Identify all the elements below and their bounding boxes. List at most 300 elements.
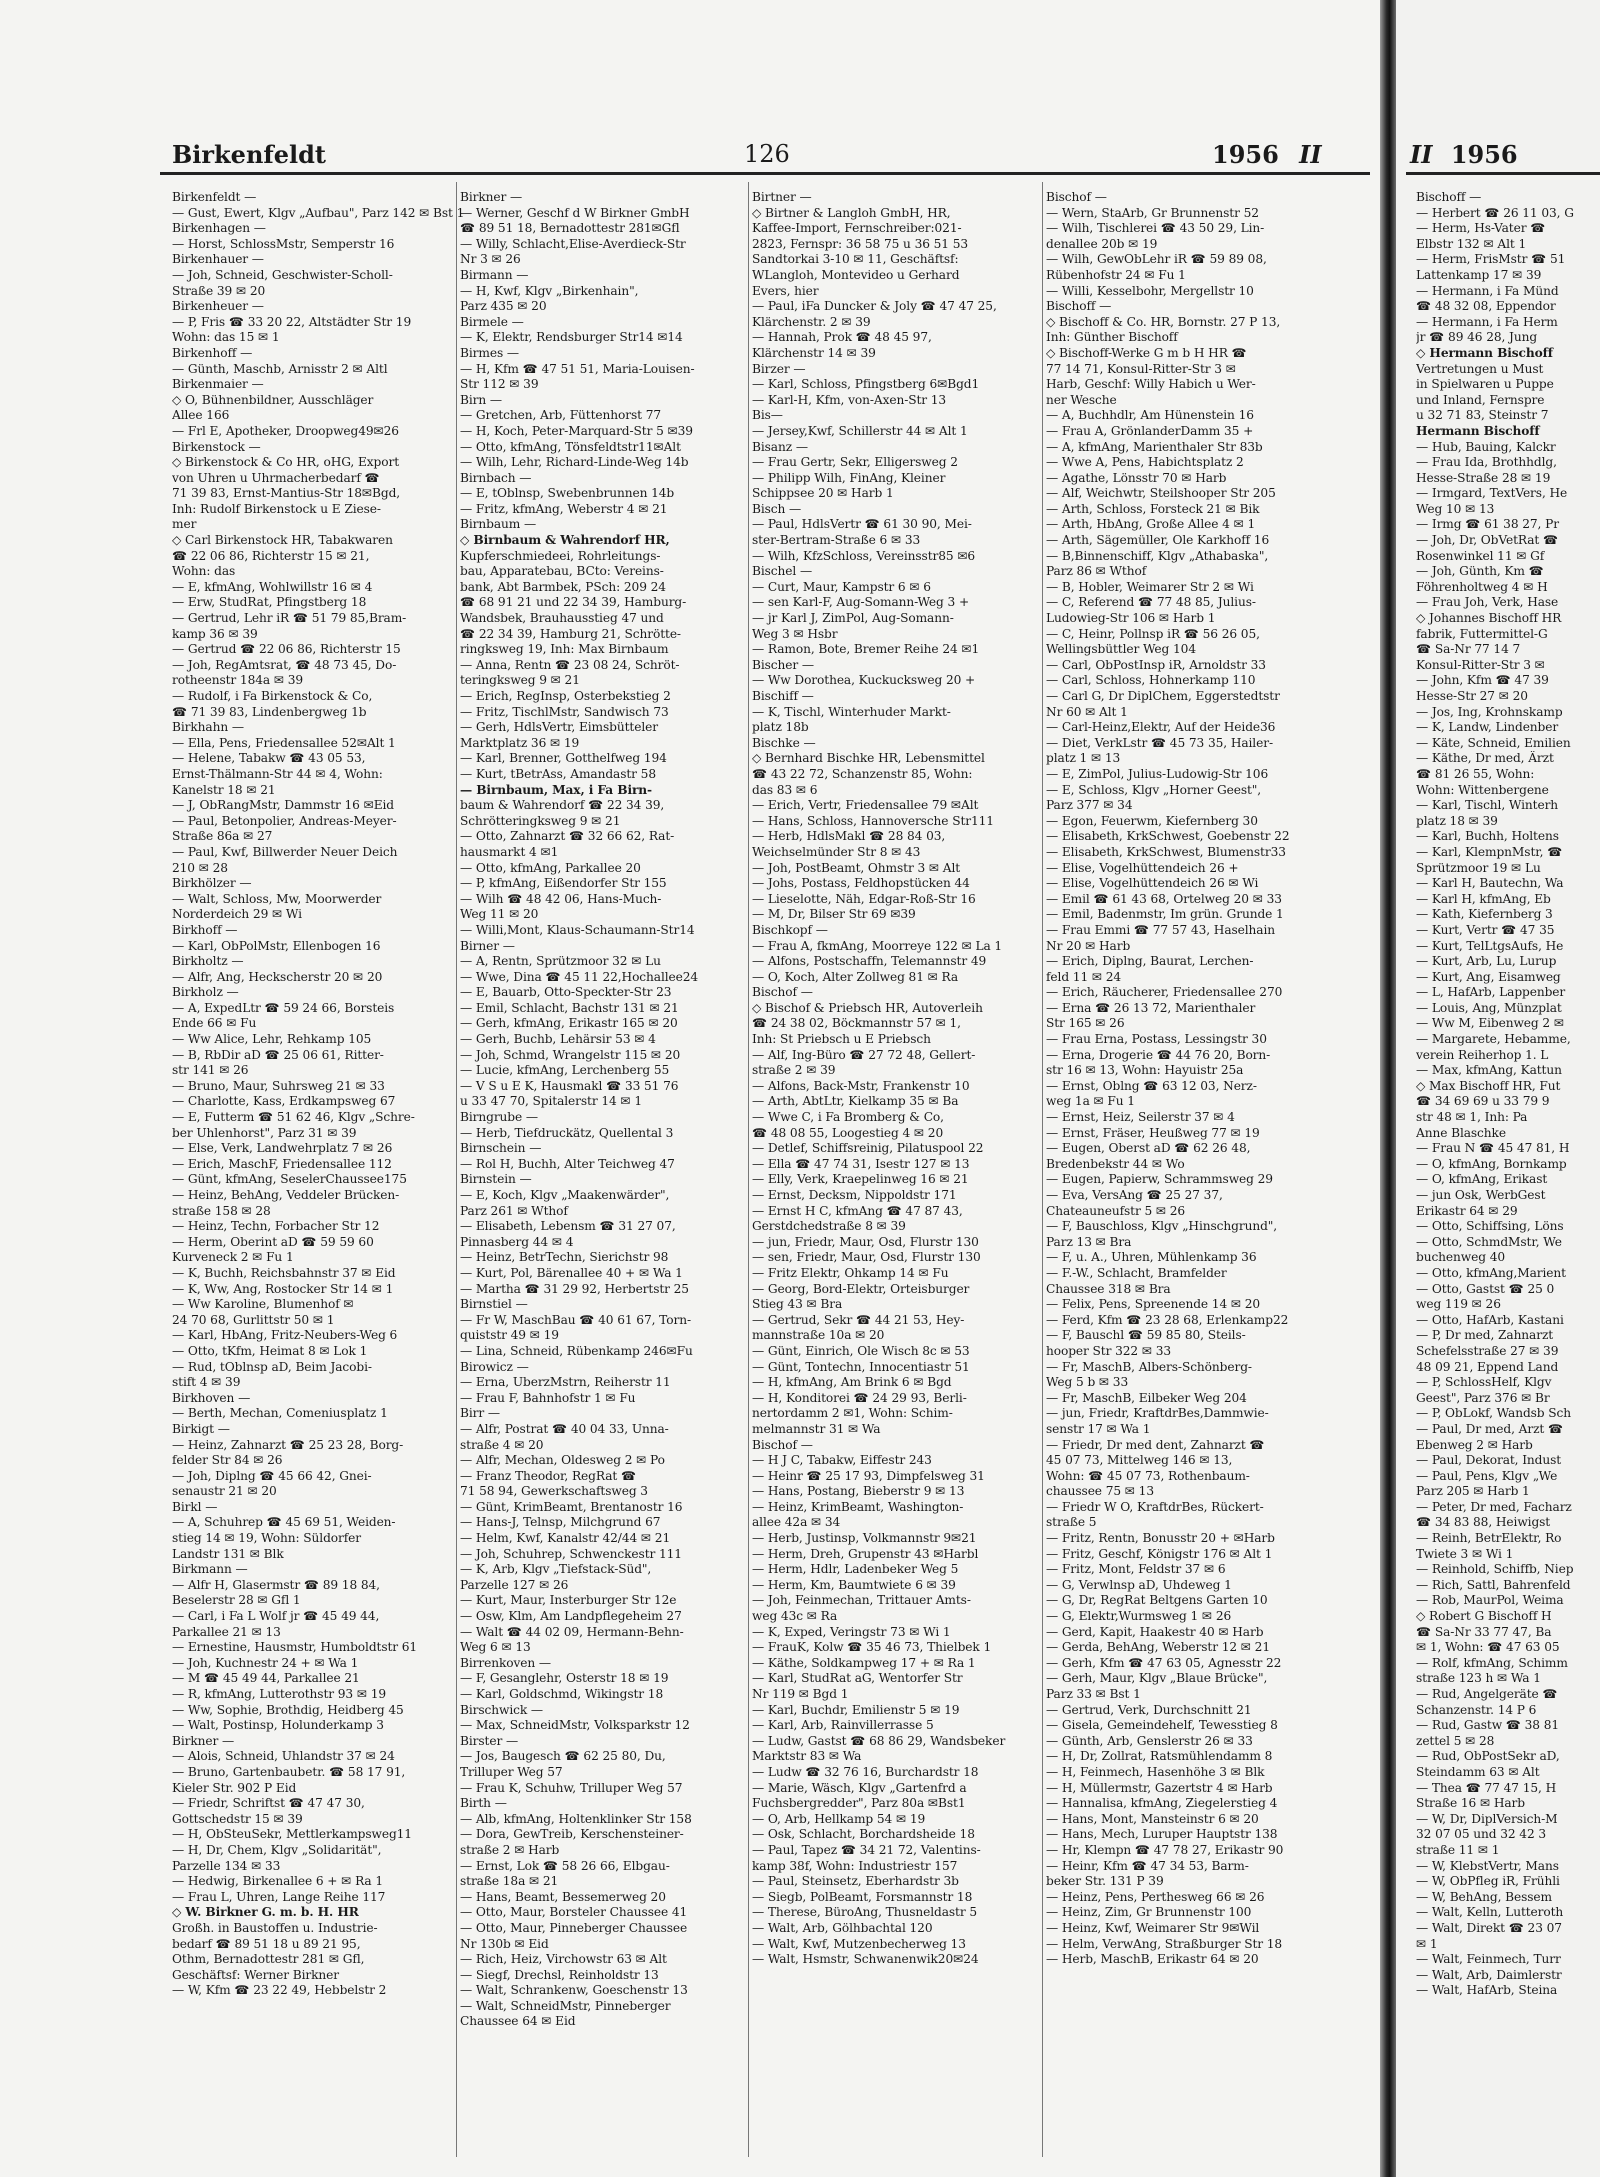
directory-entry-line: — Alfr, Ang, Heckscherstr 20 ✉ 20: [172, 969, 383, 984]
directory-entry-line: — A, ExpedLtr ☎ 59 24 66, Borsteis: [172, 1000, 395, 1015]
directory-entry-line: — Arth, HbAng, Große Allee 4 ✉ 1: [1046, 517, 1256, 532]
directory-entry-line: — Birnbaum, Max, i Fa Birn-: [460, 782, 653, 797]
directory-entry-line: denallee 20b ✉ 19: [1046, 236, 1158, 251]
directory-entry-line: — Karl, Schloss, Pfingstberg 6✉Bgd1: [752, 377, 980, 392]
firm-entry-line: ◇ Johannes Bischoff HR: [1416, 611, 1562, 626]
directory-entry-line: — E, Bauarb, Otto-Speckter-Str 23: [460, 985, 672, 1000]
directory-entry-line: — Arth, AbtLtr, Kielkamp 35 ✉ Ba: [752, 1094, 959, 1109]
directory-entry-line: straße 4 ✉ 20: [460, 1437, 544, 1452]
directory-entry-line: kamp 38f, Wohn: Industriestr 157: [752, 1858, 958, 1873]
directory-entry-line: — Kath, Kiefernberg 3: [1416, 907, 1553, 922]
directory-column-3: [752, 190, 1046, 2150]
directory-entry-line: Kaffee-Import, Fernschreiber:021-: [752, 221, 962, 236]
directory-entry-line: straße 158 ✉ 28: [172, 1203, 271, 1218]
directory-entry-line: — jun Osk, WerbGest: [1416, 1188, 1546, 1202]
header-rule: [1406, 172, 1600, 175]
directory-entry-line: — Kurt, Arb, Lu, Lurup: [1416, 954, 1557, 969]
directory-entry-line: — Gerh, HdlsVertr, Eimsbütteler: [460, 720, 658, 735]
directory-entry-line: — Paul, Tapez ☎ 34 21 72, Valentins-: [752, 1842, 981, 1857]
directory-entry-line: ☎ Sa-Nr 33 77 47, Ba: [1416, 1624, 1552, 1639]
directory-entry-line: — O, kfmAng, Bornkamp: [1416, 1156, 1567, 1171]
surname-heading: Birkholtz —: [172, 954, 244, 969]
directory-entry-line: — Ernst, Decksm, Nippoldstr 171: [752, 1188, 957, 1202]
directory-entry-line: Wohn: Wittenbergene: [1416, 782, 1549, 797]
directory-entry-line: Vertretungen u Must: [1416, 361, 1544, 376]
directory-entry-line: — Wwe, Dina ☎ 45 11 22,Hochallee24: [460, 969, 699, 984]
directory-entry-line: — Walt ☎ 44 02 09, Hermann-Behn-: [460, 1624, 684, 1639]
directory-entry-line: — Rich, Heiz, Virchowstr 63 ✉ Alt: [460, 1952, 667, 1967]
directory-entry-line: — Gerh, Maur, Klgv „Blaue Brücke",: [1046, 1671, 1268, 1686]
directory-entry-line: von Uhren u Uhrmacherbedarf ☎: [172, 470, 380, 485]
directory-entry-line: 45 07 73, Mittelweg 146 ✉ 13,: [1046, 1453, 1233, 1468]
directory-entry-line: — Marie, Wäsch, Klgv „Gartenfrd a: [752, 1780, 967, 1795]
directory-entry-line: Evers, hier: [752, 283, 819, 298]
directory-entry-line: — Carl, i Fa L Wolf jr ☎ 45 49 44,: [172, 1609, 380, 1624]
directory-entry-line: — Gerh, Kfm ☎ 47 63 05, Agnesstr 22: [1046, 1655, 1282, 1670]
directory-entry-line: Inh: Rudolf Birkenstock u E Ziese-: [172, 501, 381, 516]
directory-column-2: [460, 190, 754, 2150]
directory-entry-line: — Gertrud, Verk, Durchschnitt 21: [1046, 1702, 1252, 1717]
directory-entry-line: — Elisabeth, KrkSchwest, Blumenstr33: [1046, 844, 1286, 859]
directory-entry-line: — Walt, Kelln, Lutteroth: [1416, 1905, 1564, 1920]
directory-entry-line: — Detlef, Schiffsreinig, Pilatuspool 22: [752, 1141, 984, 1156]
directory-entry-line: — Siegb, PolBeamt, Forsmannstr 18: [752, 1889, 973, 1904]
book-gutter: [1380, 0, 1396, 2177]
directory-entry-line: — Joh, Günth, Km ☎: [1416, 564, 1544, 579]
directory-entry-line: — Margarete, Hebamme,: [1416, 1032, 1571, 1047]
directory-entry-line: — Gerh, Buchb, Lehärsir 53 ✉ 4: [460, 1032, 656, 1047]
directory-entry-line: — Jos, Ing, Krohnskamp: [1416, 704, 1563, 719]
directory-entry-line: ☎ 89 51 18, Bernadottestr 281✉Gfl: [460, 221, 680, 236]
directory-entry-line: — Gerda, BehAng, Weberstr 12 ✉ 21: [1046, 1640, 1270, 1655]
directory-entry-line: — Heinz, Zim, Gr Brunnenstr 100: [1046, 1905, 1252, 1920]
directory-entry-line: — Fritz, kfmAng, Weberstr 4 ✉ 21: [460, 501, 668, 516]
directory-entry-line: — F, Gesanglehr, Osterstr 18 ✉ 19: [460, 1671, 669, 1686]
directory-entry-line: Weg 10 ✉ 13: [1416, 501, 1495, 516]
directory-entry-line: — Elisabeth, KrkSchwest, Goebenstr 22: [1046, 829, 1290, 844]
surname-heading: Birnstein —: [460, 1172, 532, 1187]
directory-entry-line: — Ludw, Gastst ☎ 68 86 29, Wandsbeker: [752, 1733, 1006, 1748]
directory-entry-line: Allee 166: [172, 408, 230, 423]
directory-entry-line: 71 58 94, Gewerkschaftsweg 3: [460, 1484, 648, 1499]
year: 1956: [1212, 140, 1279, 169]
directory-entry-line: — W, KlebstVertr, Mans: [1416, 1858, 1559, 1873]
surname-heading: Birnbach —: [460, 470, 532, 485]
directory-entry-line: — Gerd, Kapit, Haakestr 40 ✉ Harb: [1046, 1624, 1264, 1639]
firm-entry-line: ◇ Bischoff-Werke G m b H HR ☎: [1046, 345, 1247, 360]
directory-entry-line: — H, ObSteuSekr, Mettlerkampsweg11: [172, 1827, 412, 1842]
directory-entry-line: Lattenkamp 17 ✉ 39: [1416, 267, 1542, 282]
directory-entry-line: 210 ✉ 28: [172, 860, 228, 875]
directory-entry-line: bank, Abt Barmbek, PSch: 209 24: [460, 579, 666, 594]
surname-heading: Birmele —: [460, 314, 524, 329]
directory-entry-line: — Joh, Kuchnestr 24 + ✉ Wa 1: [172, 1655, 359, 1670]
directory-entry-line: — Arth, Schloss, Forsteck 21 ✉ Bik: [1046, 501, 1260, 516]
directory-entry-line: — Fr, MaschB, Albers-Schönberg-: [1046, 1359, 1252, 1374]
directory-entry-line: — Elly, Verk, Kraepelinweg 16 ✉ 21: [752, 1172, 969, 1187]
directory-entry-line: — Wern, StaArb, Gr Brunnenstr 52: [1046, 205, 1259, 220]
directory-entry-line: — K, Elektr, Rendsburger Str14 ✉14: [460, 330, 683, 345]
directory-entry-line: — Kurt, Pol, Bärenallee 40 + ✉ Wa 1: [460, 1265, 683, 1280]
directory-entry-line: ☎ 68 91 21 und 22 34 39, Hamburg-: [460, 595, 687, 610]
directory-entry-line: — Fritz Elektr, Ohkamp 14 ✉ Fu: [752, 1265, 949, 1280]
directory-entry-line: Klärchenstr. 2 ✉ 39: [752, 314, 871, 329]
firm-entry-line: ◇ Max Bischoff HR, Fut: [1416, 1078, 1561, 1093]
directory-entry-line: chaussee 75 ✉ 13: [1046, 1484, 1154, 1499]
directory-entry-line: — Alfr, Mechan, Oldesweg 2 ✉ Po: [460, 1453, 665, 1468]
directory-entry-line: — H, Koch, Peter-Marquard-Str 5 ✉39: [460, 423, 693, 438]
surname-heading: Birnstiel —: [460, 1297, 528, 1312]
directory-entry-line: — Erich, MaschF, Friedensallee 112: [172, 1156, 392, 1171]
directory-entry-line: Chaussee 64 ✉ Eid: [460, 2014, 576, 2029]
directory-entry-line: Wellingsbüttler Weg 104: [1046, 642, 1196, 657]
directory-entry-line: — Rolf, kfmAng, Schimm: [1416, 1655, 1568, 1670]
directory-entry-line: — Karl, ObPolMstr, Ellenbogen 16: [172, 938, 381, 953]
surname-heading: Birtner —: [752, 190, 812, 204]
directory-entry-line: — Ww M, Eibenweg 2 ✉: [1416, 1016, 1564, 1031]
directory-entry-line: Kurveneck 2 ✉ Fu 1: [172, 1250, 294, 1265]
directory-entry-line: — G, Elektr,Wurmsweg 1 ✉ 26: [1046, 1609, 1232, 1624]
directory-entry-line: — jr Karl J, ZimPol, Aug-Somann-: [752, 611, 954, 626]
directory-entry-line: — Felix, Pens, Spreenende 14 ✉ 20: [1046, 1297, 1261, 1312]
directory-entry-line: — Ernestine, Hausmstr, Humboldtstr 61: [172, 1640, 418, 1655]
directory-entry-line: — Eugen, Papierw, Schrammsweg 29: [1046, 1172, 1273, 1187]
firm-entry-line: ◇ Birkenstock & Co HR, oHG, Export: [172, 455, 400, 470]
directory-entry-line: — Hannalisa, kfmAng, Ziegelerstieg 4: [1046, 1796, 1278, 1811]
directory-entry-line: — P, Fris ☎ 33 20 22, Altstädter Str 19: [172, 314, 412, 329]
directory-entry-line: — W, Kfm ☎ 23 22 49, Hebbelstr 2: [172, 1983, 387, 1998]
directory-entry-line: Str 112 ✉ 39: [460, 377, 539, 392]
directory-entry-line: — Karl, HbAng, Fritz-Neubers-Weg 6: [172, 1328, 398, 1343]
directory-entry-line: Chateauneufstr 5 ✉ 26: [1046, 1203, 1186, 1218]
directory-column-4: [1046, 190, 1340, 2150]
directory-entry-line: — Karl-H, Kfm, von-Axen-Str 13: [752, 392, 947, 407]
directory-entry-line: mannstraße 10a ✉ 20: [752, 1328, 885, 1343]
directory-entry-line: — Otto, kfmAng, Tönsfeldtstr11✉Alt: [460, 439, 681, 454]
directory-entry-line: — Frau Ida, Brothhdlg,: [1416, 455, 1557, 470]
directory-entry-line: — Max, SchneidMstr, Volksparkstr 12: [460, 1718, 690, 1733]
directory-entry-line: — Walt, Kwf, Mutzenbecherweg 13: [752, 1936, 966, 1951]
directory-entry-line: — Erna ☎ 26 13 72, Marienthaler: [1046, 1000, 1256, 1015]
directory-entry-line: Parz 435 ✉ 20: [460, 299, 547, 314]
directory-entry-line: — Elisabeth, Lebensm ☎ 31 27 07,: [460, 1219, 676, 1234]
directory-entry-line: str 141 ✉ 26: [172, 1063, 249, 1078]
surname-heading: Birschwick —: [460, 1702, 544, 1717]
directory-entry-line: — Karl, Buchh, Holtens: [1416, 829, 1559, 844]
directory-entry-line: Straße 39 ✉ 20: [172, 283, 266, 298]
directory-entry-line: — Otto, kfmAng, Parkallee 20: [460, 860, 641, 875]
directory-entry-line: — Hermann, i Fa Herm: [1416, 314, 1558, 329]
surname-heading: Birkner —: [172, 1733, 235, 1748]
directory-entry-line: — Heinr, Kfm ☎ 47 34 53, Barm-: [1046, 1858, 1249, 1873]
directory-entry-line: — Elise, Vogelhüttendeich 26 ✉ Wi: [1046, 876, 1259, 891]
directory-entry-line: — H, Dr, Chem, Klgv „Solidarität",: [172, 1842, 382, 1857]
directory-entry-line: u 32 71 83, Steinstr 7: [1416, 408, 1549, 423]
directory-entry-line: — Joh, Dr, ObVetRat ☎: [1416, 533, 1559, 548]
surname-heading: Birnbaum —: [460, 517, 537, 532]
directory-entry-line: — Wilh, Tischlerei ☎ 43 50 29, Lin-: [1046, 221, 1265, 236]
directory-entry-line: — F, u. A., Uhren, Mühlenkamp 36: [1046, 1250, 1257, 1265]
surname-heading: Birowicz —: [460, 1359, 529, 1374]
directory-entry-line: Landstr 131 ✉ Blk: [172, 1546, 284, 1561]
directory-entry-line: — Frau N ☎ 45 47 81, H: [1416, 1141, 1570, 1156]
directory-entry-line: Sandtorkai 3-10 ✉ 11, Geschäftsf:: [752, 252, 959, 267]
directory-entry-line: ☎ 71 39 83, Lindenbergweg 1b: [172, 704, 367, 719]
directory-entry-line: — Alfr H, Glasermstr ☎ 89 18 84,: [172, 1577, 380, 1592]
directory-entry-line: — Paul, Dr med, Arzt ☎: [1416, 1421, 1564, 1436]
directory-entry-line: — Franz Theodor, RegRat ☎: [460, 1468, 637, 1483]
directory-entry-line: ☎ 81 26 55, Wohn:: [1416, 766, 1535, 781]
directory-entry-line: Erikastr 64 ✉ 29: [1416, 1203, 1518, 1218]
surname-heading: Bischke —: [752, 735, 816, 750]
directory-entry-line: Stieg 43 ✉ Bra: [752, 1297, 843, 1312]
directory-entry-line: ✉ 1, Wohn: ☎ 47 63 05: [1416, 1640, 1560, 1655]
directory-entry-line: — Otto, HafArb, Kastani: [1416, 1312, 1564, 1327]
directory-entry-line: ster-Bertram-Straße 6 ✉ 33: [752, 533, 921, 548]
directory-entry-line: — Erna, Drogerie ☎ 44 76 20, Born-: [1046, 1047, 1271, 1062]
directory-entry-line: — Anna, Rentn ☎ 23 08 24, Schröt-: [460, 657, 680, 672]
directory-entry-line: Wohn: das: [172, 564, 236, 579]
page-number: 126: [744, 140, 790, 168]
directory-entry-line: — Hub, Bauing, Kalckr: [1416, 439, 1556, 454]
firm-entry-line: ◇ Bischof & Priebsch HR, Autoverleih: [752, 1000, 983, 1015]
directory-entry-line: — Hr, Klempn ☎ 47 78 27, Erikastr 90: [1046, 1842, 1284, 1857]
directory-entry-line: senstr 17 ✉ Wa 1: [1046, 1421, 1151, 1436]
surname-heading: Birzer —: [752, 361, 806, 376]
directory-entry-line: — Alois, Schneid, Uhlandstr 37 ✉ 24: [172, 1749, 395, 1764]
directory-entry-line: — E, tOblnsp, Swebenbrunnen 14b: [460, 486, 675, 501]
right-page: [1396, 0, 1600, 2177]
directory-entry-line: ☎ 34 83 88, Heiwigst: [1416, 1515, 1551, 1530]
firm-entry-line: ◇ Birnbaum & Wahrendorf HR,: [460, 533, 670, 548]
directory-entry-line: Pinnasberg 44 ✉ 4: [460, 1234, 574, 1249]
surname-heading: Birrenkoven —: [460, 1655, 551, 1670]
directory-entry-line: WLangloh, Montevideo u Gerhard: [752, 267, 960, 282]
directory-entry-line: u 33 47 70, Spitalerstr 14 ✉ 1: [460, 1094, 642, 1109]
directory-entry-line: — V S u E K, Hausmakl ☎ 33 51 76: [460, 1078, 679, 1093]
directory-entry-line: — K, Ww, Ang, Rostocker Str 14 ✉ 1: [172, 1281, 394, 1296]
directory-entry-line: — E, Koch, Klgv „Maakenwärder",: [460, 1188, 670, 1202]
surname-heading: Bischel —: [752, 564, 813, 579]
directory-entry-line: — Walt, HafArb, Steina: [1416, 1983, 1558, 1998]
directory-entry-line: — Erna, UberzMstrn, Reiherstr 11: [460, 1375, 671, 1390]
directory-entry-line: — Walt, SchneidMstr, Pinneberger: [460, 1998, 671, 2013]
directory-entry-line: 32 07 05 und 32 42 3: [1416, 1827, 1547, 1842]
surname-heading: Birkner —: [460, 190, 523, 204]
directory-entry-line: Rübenhofstr 24 ✉ Fu 1: [1046, 267, 1186, 282]
directory-entry-line: platz 18b: [752, 720, 809, 735]
directory-entry-line: — E, ZimPol, Julius-Ludowig-Str 106: [1046, 766, 1269, 781]
directory-entry-line: Fuchsbergredder", Parz 80a ✉Bst1: [752, 1796, 966, 1811]
directory-entry-line: — Wwe A, Pens, Habichtsplatz 2: [1046, 455, 1244, 470]
directory-entry-line: — Heinz, Kwf, Weimarer Str 9✉Wil: [1046, 1920, 1260, 1935]
directory-entry-line: — Werner, Geschf d W Birkner GmbH: [460, 205, 690, 220]
directory-entry-line: — P, SchlossHelf, Klgv: [1416, 1375, 1552, 1390]
directory-entry-line: ☎ 34 69 69 u 33 79 9: [1416, 1094, 1550, 1109]
directory-entry-line: — Fritz, Geschf, Königstr 176 ✉ Alt 1: [1046, 1546, 1273, 1561]
directory-entry-line: — O, kfmAng, Erikast: [1416, 1172, 1548, 1187]
directory-entry-line: Schefelsstraße 27 ✉ 39: [1416, 1343, 1559, 1358]
directory-entry-line: Geschäftsf: Werner Birkner: [172, 1967, 339, 1982]
directory-entry-line: — W, ObPfleg iR, Frühli: [1416, 1874, 1560, 1889]
directory-entry-line: — Erich, Räucherer, Friedensallee 270: [1046, 985, 1283, 1000]
directory-entry-line: Schippsee 20 ✉ Harb 1: [752, 486, 894, 501]
directory-entry-line: — Friedr, Schriftst ☎ 47 47 30,: [172, 1796, 365, 1811]
directory-entry-line: — Walt, Arb, Daimlerstr: [1416, 1967, 1562, 1982]
directory-entry-line: — Charlotte, Kass, Erdkampsweg 67: [172, 1094, 396, 1109]
directory-entry-line: — Helene, Tabakw ☎ 43 05 53,: [172, 751, 366, 766]
directory-entry-line: — Siegf, Drechsl, Reinholdstr 13: [460, 1967, 659, 1982]
directory-entry-line: straße 2 ✉ Harb: [460, 1842, 560, 1857]
directory-entry-line: — Gretchen, Arb, Füttenhorst 77: [460, 408, 662, 423]
directory-entry-line: — Georg, Bord-Elektr, Orteisburger: [752, 1281, 970, 1296]
firm-entry-line: ◇ Bernhard Bischke HR, Lebensmittel: [752, 751, 985, 766]
surname-heading: Bischof —: [1046, 190, 1107, 204]
surname-heading: Birkigt —: [172, 1421, 230, 1436]
directory-entry-line: ☎ Sa-Nr 77 14 7: [1416, 642, 1521, 657]
directory-entry-line: Norderdeich 29 ✉ Wi: [172, 907, 302, 922]
directory-entry-line: stieg 14 ✉ 19, Wohn: Süldorfer: [172, 1531, 361, 1546]
directory-entry-line: — M ☎ 45 49 44, Parkallee 21: [172, 1671, 360, 1686]
directory-entry-line: Wohn: das 15 ✉ 1: [172, 330, 280, 345]
directory-entry-line: Anne Blaschke: [1416, 1125, 1506, 1140]
surname-heading: Birkenfeldt —: [172, 190, 257, 204]
directory-entry-line: ☎ 24 38 02, Böckmannstr 57 ✉ 1,: [752, 1016, 961, 1031]
running-head-surname: Birkenfeldt: [172, 140, 326, 169]
directory-entry-line: — Walt, Postinsp, Holunderkamp 3: [172, 1718, 384, 1733]
directory-entry-line: straße 2 ✉ 39: [752, 1063, 836, 1078]
directory-entry-line: — Wilh ☎ 48 42 06, Hans-Much-: [460, 891, 662, 906]
directory-entry-line: weg 43c ✉ Ra: [752, 1609, 838, 1624]
directory-entry-line: 48 09 21, Eppend Land: [1416, 1359, 1559, 1374]
directory-entry-line: — Hans-J, Telnsp, Milchgrund 67: [460, 1515, 661, 1530]
directory-entry-line: — P, kfmAng, Eißendorfer Str 155: [460, 876, 667, 891]
directory-entry-line: — Ramon, Bote, Bremer Reihe 24 ✉1: [752, 642, 980, 657]
directory-entry-line: — K, Landw, Lindenber: [1416, 720, 1559, 735]
directory-entry-line: — Paul, iFa Duncker & Joly ☎ 47 47 25,: [752, 299, 997, 314]
surname-heading: Birster —: [460, 1733, 519, 1748]
directory-entry-line: ✉ 1: [1416, 1936, 1438, 1951]
directory-entry-line: — Paul, HdlsVertr ☎ 61 30 90, Mei-: [752, 517, 972, 532]
directory-entry-line: Schrötteringksweg 9 ✉ 21: [460, 813, 621, 828]
directory-entry-line: — Heinz, KrimBeamt, Washington-: [752, 1499, 964, 1514]
directory-entry-line: — Helm, Kwf, Kanalstr 42/44 ✉ 21: [460, 1531, 671, 1546]
roman-volume: II: [1299, 140, 1322, 169]
firm-entry-line: ◇ Carl Birkenstock HR, Tabakwaren: [172, 533, 393, 548]
directory-entry-line: — J, ObRangMstr, Dammstr 16 ✉Eid: [172, 798, 395, 813]
directory-entry-line: — G, Verwlnsp aD, Uhdeweg 1: [1046, 1577, 1232, 1592]
directory-entry-line: — Otto, Maur, Pinneberger Chaussee: [460, 1920, 688, 1935]
directory-entry-line: Kupferschmiedeei, Rohrleitungs-: [460, 548, 661, 563]
surname-heading: Birngrube —: [460, 1110, 538, 1125]
directory-entry-line: — O, Arb, Hellkamp 54 ✉ 19: [752, 1811, 926, 1826]
surname-heading: Birkmann —: [172, 1562, 248, 1577]
directory-entry-line: — Fritz, Mont, Feldstr 37 ✉ 6: [1046, 1562, 1226, 1577]
directory-entry-line: — H, Kwf, Klgv „Birkenhain",: [460, 283, 639, 298]
surname-heading: Bischer —: [752, 657, 814, 672]
directory-entry-line: — Otto, SchmdMstr, We: [1416, 1234, 1562, 1249]
directory-entry-line: Parz 205 ✉ Harb 1: [1416, 1484, 1530, 1499]
directory-entry-line: — P, Dr med, Zahnarzt: [1416, 1328, 1554, 1343]
directory-entry-line: — Rich, Sattl, Bahrenfeld: [1416, 1577, 1571, 1592]
directory-entry-line: — Hans, Schloss, Hannoversche Str111: [752, 813, 994, 828]
directory-entry-line: — Frau Joh, Verk, Hase: [1416, 595, 1559, 610]
directory-entry-line: — H, kfmAng, Am Brink 6 ✉ Bgd: [752, 1375, 952, 1390]
directory-entry-line: 24 70 68, Gurlittstr 50 ✉ 1: [172, 1312, 335, 1327]
directory-entry-line: — G, Dr, RegRat Beltgens Garten 10: [1046, 1593, 1268, 1608]
directory-entry-line: Föhrenholtweg 4 ✉ H: [1416, 579, 1548, 594]
directory-entry-line: bedarf ☎ 89 51 18 u 89 21 95,: [172, 1936, 361, 1951]
directory-entry-line: — Thea ☎ 77 47 15, H: [1416, 1780, 1557, 1795]
directory-entry-line: — Helm, VerwAng, Straßburger Str 18: [1046, 1936, 1283, 1951]
directory-entry-line: Str 165 ✉ 26: [1046, 1016, 1125, 1031]
directory-entry-line: — Hans, Mech, Luruper Hauptstr 138: [1046, 1827, 1278, 1842]
directory-entry-line: — Alfr, Postrat ☎ 40 04 33, Unna-: [460, 1421, 669, 1436]
directory-entry-line: — H, Feinmech, Hasenhöhe 3 ✉ Blk: [1046, 1764, 1265, 1779]
directory-entry-line: — Hans, Mont, Mansteinstr 6 ✉ 20: [1046, 1811, 1259, 1826]
surname-heading: Birkenhoff —: [172, 345, 253, 360]
directory-entry-line: — Heinz, BetrTechn, Sierichstr 98: [460, 1250, 669, 1265]
directory-entry-line: ☎ 43 22 72, Schanzenstr 85, Wohn:: [752, 766, 973, 781]
directory-entry-line: — H, Müllermstr, Gazertstr 4 ✉ Harb: [1046, 1780, 1273, 1795]
directory-entry-line: bau, Apparatebau, BCto: Vereins-: [460, 564, 664, 579]
directory-entry-line: — Walt, Arb, Gölhbachtal 120: [752, 1920, 933, 1935]
directory-entry-line: verein Reiherhop 1. L: [1416, 1047, 1549, 1062]
directory-column-1: [172, 190, 466, 2150]
directory-entry-line: — Herm, Hs-Vater ☎: [1416, 221, 1546, 236]
directory-entry-line: — Ernst, Lok ☎ 58 26 66, Elbgau-: [460, 1858, 670, 1873]
directory-entry-line: — Friedr W O, KraftdrBes, Rückert-: [1046, 1499, 1264, 1514]
directory-entry-line: — O, Koch, Alter Zollweg 81 ✉ Ra: [752, 969, 959, 984]
directory-entry-line: str 48 ✉ 1, Inh: Pa: [1416, 1110, 1528, 1125]
directory-entry-line: — Karl, Brenner, Gotthelfweg 194: [460, 751, 667, 766]
directory-entry-line: Kieler Str. 902 P Eid: [172, 1780, 297, 1795]
directory-entry-line: ☎ 22 06 86, Richterstr 15 ✉ 21,: [172, 548, 370, 563]
directory-entry-line: — E, Futterm ☎ 51 62 46, Klgv „Schre-: [172, 1110, 415, 1125]
surname-heading: Bischoff —: [1416, 190, 1482, 204]
directory-entry-line: — Lucie, kfmAng, Lerchenberg 55: [460, 1063, 670, 1078]
directory-entry-line: — Karl, KlempnMstr, ☎: [1416, 844, 1563, 859]
directory-entry-line: Nr 20 ✉ Harb: [1046, 938, 1131, 953]
directory-entry-line: Weichselmünder Str 8 ✉ 43: [752, 844, 921, 859]
directory-entry-line: — Frau F, Bahnhofstr 1 ✉ Fu: [460, 1390, 636, 1405]
year: 1956: [1450, 140, 1518, 169]
directory-entry-line: — Willi, Kesselbohr, Mergellstr 10: [1046, 283, 1254, 298]
directory-entry-line: — Paul, Kwf, Billwerder Neuer Deich: [172, 844, 398, 859]
directory-entry-line: — Ludw ☎ 32 76 16, Burchardstr 18: [752, 1764, 979, 1779]
directory-entry-line: straße 123 h ✉ Wa 1: [1416, 1671, 1541, 1686]
directory-entry-line: — Herb, MaschB, Erikastr 64 ✉ 20: [1046, 1952, 1259, 1967]
directory-entry-line: — Reinhold, Schiffb, Niep: [1416, 1562, 1574, 1577]
directory-entry-line: senaustr 21 ✉ 20: [172, 1484, 277, 1499]
directory-entry-line: platz 18 ✉ 39: [1416, 813, 1498, 828]
directory-entry-line: — Lieselotte, Näh, Edgar-Roß-Str 16: [752, 891, 976, 906]
directory-entry-line: — Egon, Feuerwm, Kiefernberg 30: [1046, 813, 1258, 828]
directory-entry-line: Parkallee 21 ✉ 13: [172, 1624, 281, 1639]
surname-heading: Birth —: [460, 1796, 507, 1811]
directory-entry-line: mer: [172, 517, 197, 532]
directory-entry-line: — Karl H, Bautechn, Wa: [1416, 876, 1564, 891]
directory-entry-line: — E, Schloss, Klgv „Horner Geest",: [1046, 782, 1262, 797]
directory-entry-line: — Paul, Betonpolier, Andreas-Meyer-: [172, 813, 397, 828]
directory-entry-line: — Carl, Schloss, Hohnerkamp 110: [1046, 673, 1256, 688]
directory-entry-line: — Otto, Maur, Borsteler Chaussee 41: [460, 1905, 688, 1920]
directory-entry-line: — Paul, Steinsetz, Eberhardstr 3b: [752, 1874, 959, 1889]
directory-entry-line: — Heinz, BehAng, Veddeler Brücken-: [172, 1188, 400, 1202]
directory-entry-line: Inh: St Priebsch u E Priebsch: [752, 1032, 931, 1047]
directory-entry-line: — Joh, Diplng ☎ 45 66 42, Gnei-: [172, 1468, 372, 1483]
directory-entry-line: Nr 60 ✉ Alt 1: [1046, 704, 1128, 719]
